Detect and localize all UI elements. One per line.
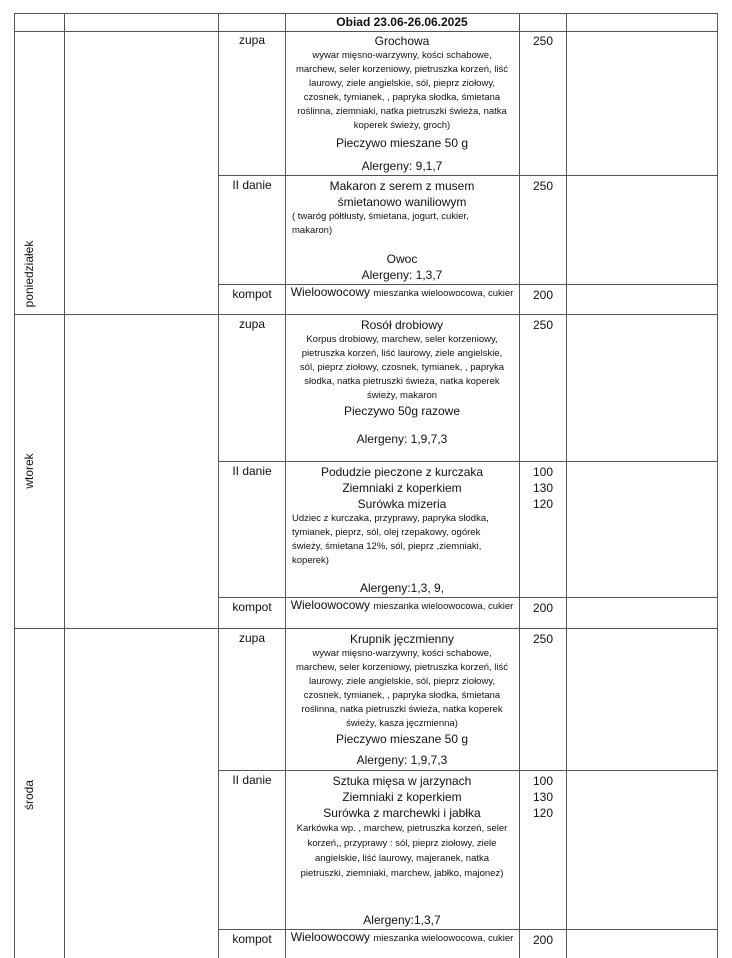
dish-title: Krupnik jęczmienny	[349, 632, 455, 646]
column-divider	[218, 13, 219, 958]
dish-ingredients: Udziec z kurczaka, przyprawy, papryka słodka, tymianek, pieprz, sól, olej rzepakowy, ogórek świeży, śmietana 12%, sól, pieprz ,ziemniaki, koperek)	[292, 513, 489, 566]
dish-title: Grochowa	[374, 34, 430, 48]
soup-cell	[286, 631, 518, 770]
course-divider	[218, 175, 718, 176]
portion-size: 200	[532, 288, 554, 302]
dish-line: Sztuka mięsa w jarzynach	[332, 774, 472, 788]
main-course-cell	[286, 464, 518, 597]
compot-cell	[286, 599, 518, 613]
compot-cell	[286, 931, 518, 945]
portion-size: 250	[532, 179, 554, 193]
dish-ingredients: mieszanka wieloowocowa, cukier	[373, 288, 514, 299]
course-category: zupa	[238, 631, 266, 645]
extra-item: Owoc	[386, 252, 418, 266]
course-divider	[218, 770, 718, 771]
main-course-cell	[286, 178, 518, 284]
dish-title: Makaron z serem z musem śmietanowo waniliowym	[329, 179, 475, 209]
allergens-info: Alergeny: 9,1,7	[361, 159, 443, 173]
row-divider	[14, 31, 718, 32]
dish-ingredients: Karkówka wp. , marchew, pietruszka korzeń, seler korzeń,, przyprawy : sól, pieprz ziołowy, ziele angielskie, liść laurowy, majeranek, natka pietruszki, ziemniaki, marchew, jabłko, majonez)	[296, 823, 508, 879]
portion-size: 200	[532, 601, 554, 615]
portion-size: 250	[532, 318, 554, 332]
dish-title: Wieloowocowy	[290, 285, 371, 299]
soup-cell	[286, 33, 518, 175]
allergens-info: Alergeny: 1,9,7,3	[356, 432, 448, 446]
main-course-cell	[286, 773, 518, 929]
column-divider	[566, 13, 567, 958]
dish-title: Wieloowocowy	[290, 598, 371, 612]
dish-line: Ziemniaki z koperkiem	[342, 790, 462, 804]
dish-title: Wieloowocowy	[290, 930, 371, 944]
course-category: kompot	[232, 287, 272, 301]
table-border	[717, 13, 718, 958]
dish-line: Surówka mizeria	[357, 497, 447, 511]
menu-title: Obiad 23.06-26.06.2025	[336, 15, 468, 29]
course-category: II danie	[232, 464, 272, 478]
dish-title: Rosół drobiowy	[360, 318, 444, 332]
course-category: II danie	[232, 178, 272, 192]
row-divider	[14, 628, 718, 629]
bread-info: Pieczywo 50g razowe	[343, 404, 461, 418]
column-divider	[64, 13, 65, 958]
allergens-info: Alergeny: 1,9,7,3	[356, 753, 448, 767]
course-category: kompot	[232, 932, 272, 946]
course-divider	[218, 461, 718, 462]
compot-cell	[286, 286, 518, 300]
dish-ingredients: ( twaróg półtłusty, śmietana, jogurt, cukier, makaron)	[292, 211, 469, 236]
dish-ingredients: mieszanka wieloowocowa, cukier	[373, 933, 514, 944]
allergens-info: Alergeny: 1,3,7	[361, 268, 443, 282]
allergens-info: Alergeny:1,3, 9,	[359, 581, 445, 595]
bread-info: Pieczywo mieszane 50 g	[335, 136, 469, 150]
dish-ingredients: wywar mięsno-warzywny, kości schabowe, marchew, seler korzeniowy, pietruszka korzeń, liść laurowy, ziele angielskie, sól, pieprz ziołowy, czosnek, tymianek, , papryka słodka, śmietana roślinna, natka pietruszki świeża, natka koperek świeży, kasza jęczmienna)	[295, 648, 509, 729]
course-category: zupa	[238, 33, 266, 47]
dish-ingredients: wywar mięsno-warzywny, kości schabowe, marchew, seler korzeniowy, pietruszka korzeń, liść laurowy, ziele angielskie, sól, pieprz ziołowy, czosnek, tymianek, , papryka słodka, śmietana roślinna, ziemniaki, natka pietruszki świeża, natka koperek świeży, groch)	[295, 50, 509, 131]
dish-line: Ziemniaki z koperkiem	[342, 481, 462, 495]
dish-ingredients: mieszanka wieloowocowa, cukier	[373, 601, 514, 612]
dish-ingredients: Korpus drobiowy, marchew, seler korzeniowy, pietruszka korzeń, liść laurowy, ziele angielskie, sól, pieprz ziołowy, czosnek, tymianek, , papryka słodka, natka pietruszki świeża, natka koperek świeży, makaron	[299, 334, 505, 401]
portion-size: 250	[532, 34, 554, 48]
dish-line: Surówka z marchewki i jabłka	[323, 806, 481, 820]
course-category: kompot	[232, 600, 272, 614]
row-divider	[14, 314, 718, 315]
course-category: II danie	[232, 773, 272, 787]
allergens-info: Alergeny:1,3,7	[363, 913, 441, 927]
portion-size: 100 130 120	[532, 465, 554, 511]
menu-table: Obiad 23.06-26.06.2025 poniedziałek zupa Grochowa wywar mięsno-warzywny, kości schabowe, marchew, seler korzeniowy, pietruszka korzeń, liść laurowy, ziele angielskie, sól, pieprz ziołowy, czosnek, tymianek, , papryka słodka, śmietana roślinna, ziemniaki, natka pietruszki świeża, natka koperek świeży, groch) Pieczywo mieszane 50 g Alergeny: 9,1,7 250 II danie Makaron z serem z musem śmietanowo waniliowym ( twaróg półtłusty, śmietana, jogurt, cukier, makaron) Owoc Alergeny: 1,3,7 250 kompot Wieloowocowy mieszanka wieloowocowa, cukier 200 wtorek zupa Rosół drobiowy Korpus drobiowy, marchew, seler korzeniowy, pietruszka korzeń, liść laurowy, ziele angielskie, sól, pieprz ziołowy, czosnek, tymianek, , papryka słodka, natka pietruszki świeża, natka koperek świeży, makaron Pieczywo 50g razowe Alergeny: 1,9,7,3 250 II danie Podudzie pieczone z kurczaka Ziemniaki z koperkiem Surówka mizeria Udziec z kurczaka, przyprawy, papryka słodka, tymianek, pieprz, sól, olej rzepakowy, ogórek świeży, śmietana 12%, sól, pieprz ,ziemniaki, koperek) Alergeny:1,3, 9, 100 130 120 kompot Wieloowocowy mieszanka wieloowocowa, cukier 200 środa zupa Krupnik jęczmienny wywar mięsno-warzywny, kości schabowe, marchew, seler korzeniowy, pietruszka korzeń, liść laurowy, ziele angielskie, sól, pieprz ziołowy, czosnek, tymianek, , papryka słodka, śmietana roślinna, natka pietruszki świeża, natka koperek świeży, kasza jęczmienna) Pieczywo mieszane 50 g Alergeny: 1,9,7,3 250 II danie Sztuka mięsa w jarzynach Ziemniaki z koperkiem Surówka z marchewki i jabłka Karkówka wp. , marchew, pietruszka korzeń, seler korzeń,, przyprawy : sól, pieprz ziołowy, ziele angielskie, liść laurowy, majeranek, natka pietruszki, ziemniaki, marchew, jabłko, majonez) Alergeny:1,3,7 100 130 120 kompot Wieloowocowy mieszanka wieloowocowa, cukier 200	[14, 13, 718, 958]
bread-info: Pieczywo mieszane 50 g	[335, 732, 469, 746]
course-category: zupa	[238, 317, 266, 331]
soup-cell	[286, 317, 518, 461]
portion-size: 250	[532, 632, 554, 646]
dish-line: Podudzie pieczone z kurczaka	[320, 465, 484, 479]
portion-size: 100 130 120	[532, 774, 554, 820]
portion-size: 200	[532, 933, 554, 947]
table-border	[14, 13, 15, 958]
